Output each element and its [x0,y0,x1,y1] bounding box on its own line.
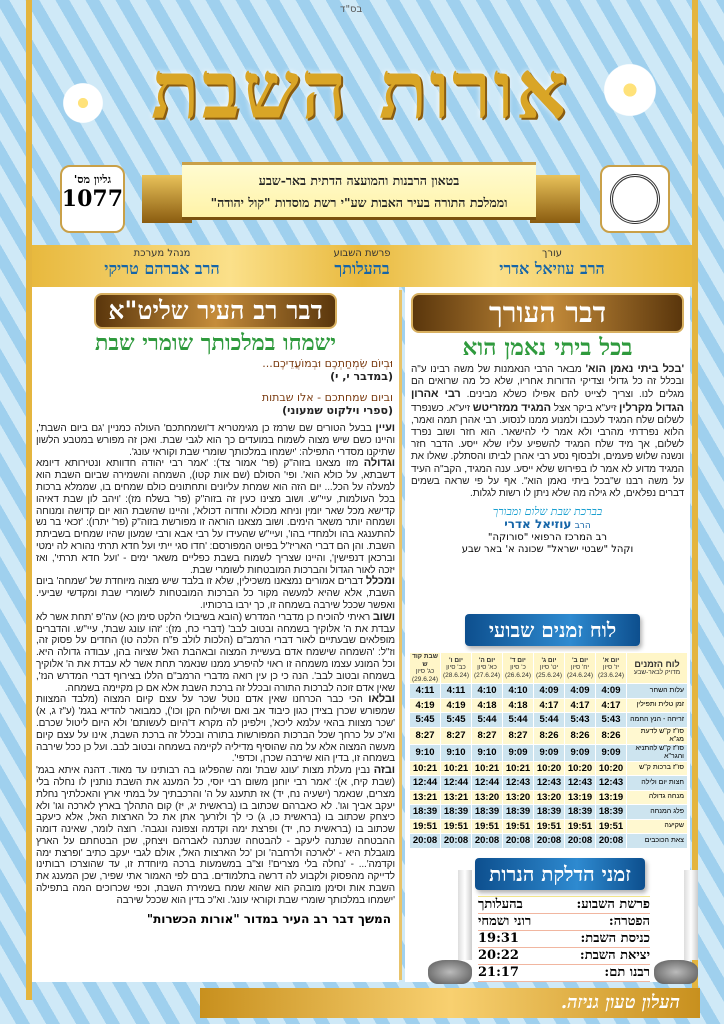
sign-line: וקהל "שבטי ישראל" שכונה א' באר שבע [461,544,634,556]
paragraph-text: דברים אמורים נמצאנו משכילין, שלא זו בלבד שיש מצוה מיוחדת של 'שמחה' ביום השבת, אלא שהיא למעשה מקור כל הברכות המובטחות לשומרי שבת ומקדשי שביעי. ואפשר שככל שירבה בשמחה זו, כך ירבו ברכותיו. [36,576,395,611]
staff-manager [72,248,252,279]
zman-time: 4:11 [441,684,472,699]
greg-date: (26.6.24) [504,671,532,679]
candle-value: בהעלותך [478,897,564,914]
editor-signature [405,506,690,556]
candle-row [478,948,650,965]
zman-time: 12:43 [534,776,565,791]
times-row [410,727,688,744]
zman-time: 19:51 [534,819,565,834]
zman-time: 10:20 [596,761,627,776]
zman-time: 9:09 [534,744,565,761]
greg-date: (25.6.24) [535,671,563,679]
zman-time: 20:08 [596,834,627,849]
hebrew-date: כא' סיון [477,664,497,672]
zman-label: זריחה - הנץ החמה [627,713,688,728]
zman-label: פלג המנחה [627,805,688,820]
zman-time: 13:19 [565,790,596,805]
zman-time: 4:09 [565,684,596,699]
zman-time: 12:44 [410,776,441,791]
zman-time: 8:27 [441,727,472,744]
issue-number-box [60,165,125,233]
verse: וּבְיוֹם שִׂמְחַתְכֶם וּבְמוֹעֲדֵיכֶם... [262,357,393,370]
zman-time: 10:21 [441,761,472,776]
times-row [410,819,688,834]
zman-time: 9:09 [565,744,596,761]
zman-time: 10:21 [472,761,503,776]
zman-time: 20:08 [565,834,596,849]
column-divider [399,290,402,980]
zman-time: 8:27 [410,727,441,744]
publisher-banner [182,162,536,220]
lead-word: ומכלל [365,575,395,588]
zman-time: 20:08 [410,834,441,849]
zman-label: זמן טלית ותפילין [627,698,688,713]
paragraph-text: ראיתי להוכיח כן מדברי המדרש (הובא בשיבולי הלקט סימן כא) עה"פ 'תחת אשר לא עבדת את ה' אלוקיך בשמחה ובטוב לבב' (דברי כח, מז): 'זהו עונג שבת', עיי"ש. והדברים מופלאים שבעתיים לאור דברי הרמב"ם (הלכות לולב פ"ח הלכה טו) החדים על פסוק זה, וז"ל: 'השמחה שישמח אדם בעשיית המצוה ובאהבת האל שציוה בהן, עבודה גדולה היא. וכל המונע עצמו משמחה זו ראוי להיפרע ממנו שנאמר תחת אשר לא עבדת את ה' אלוקיך בשמחה ובטוב לבב'. הנה כי כן עין רואה מדברי הרמב"ם הללו בצירוף דברי המדרש הנז', שאין אדם זוכה לברכות התורה ובכלל זה ברכת השבת אלא אם כן מקיימה בשמחה. [36,611,395,694]
text: מבאר הרבי הנאמנות של משה רבינו ע"ה ובכלל זה כל גדולי וצדיקי הדורות אחריו, שלא כל מה שרואים הם מגלים לנו. וצריך לצייט להם אפילו כשלא מבינים. [411,364,684,401]
institution-logo [600,165,670,233]
rav-column [32,287,399,982]
banner-line: וממלכת התורה בעיר האבות שע"י רשת מוסדות "קול יהודה" [210,195,508,210]
sign-prefix: הרב [574,521,591,532]
quote-source: (ספרי וילקוט שמעוני) [282,404,393,417]
ribbon-end [530,175,580,223]
candle-value: רוני ושמחי [478,914,564,931]
staff-parasha [272,248,452,279]
zman-time: 19:51 [596,819,627,834]
rav-paragraph [36,576,395,611]
lead-word: וגדולה [363,457,395,470]
zman-time: 12:43 [503,776,534,791]
zman-time: 9:10 [410,744,441,761]
lead-word: ושוב [372,610,395,623]
zman-time: 18:39 [441,805,472,820]
rav-body [32,417,399,907]
hebrew-date: יט' סיון [539,664,559,672]
times-row [410,805,688,820]
greg-date: (28.6.24) [442,671,470,679]
zman-time: 9:09 [503,744,534,761]
greg-date: (29.6.24) [411,675,439,683]
zman-label: עלות השחר [627,684,688,699]
zman-time: 18:39 [472,805,503,820]
day-name: יום ה' [478,656,496,664]
staff-role: פרשת השבוע [333,248,391,259]
continued-note: המשך דבר רב העיר במדור "אורות הכשרות" [146,911,391,926]
staff-name: הרב אברהם טריקי [104,259,220,278]
editor-title: בכל ביתי נאמן הוא [462,334,633,361]
zman-time: 19:51 [410,819,441,834]
day-name: יום ג' [541,656,557,664]
staff-role: מנהל מערכת [133,248,191,259]
rav-paragraph [36,612,395,695]
zman-time: 9:10 [472,744,503,761]
sign-name: עוזיאל אדרי [504,517,572,532]
zman-time: 18:39 [503,805,534,820]
zman-time: 20:08 [472,834,503,849]
zman-time: 10:20 [534,761,565,776]
zman-time: 10:20 [565,761,596,776]
times-table [409,652,688,849]
greg-date: (24.6.24) [566,671,594,679]
rav-header: דבר רב העיר שליט"א [94,293,337,329]
candle-value: 21:17 [478,965,564,982]
times-row [410,761,688,776]
zman-time: 18:39 [534,805,565,820]
zman-time: 5:45 [410,713,441,728]
lead-word: ובזה [373,764,395,777]
zman-time: 4:17 [565,698,596,713]
paragraph-text: הכי כבר הכרחנו שאין אדם נוטל שכר על עצם קיום המצוה (מלבד המצוות שמפורש שכרן בצידן כגון כיבוד אב ואם ושילוח הקן וכו'), כמבואר להדיא בגמ' (ע"ז ג, א) 'שכר מצוות בהאי עלמא ליכא', וילפינן לה מקרא ד'היום לעשותם' ולא היום ליטול שכרם. וא"כ על כרחך שכל הברכות המפורשות בתורה ובכלל זה ברכת השבת, אינו על עצם קיום מעשה המצוה אלא על מה שהוסיף מדיליה לקיימה בשמחה ובטוב לבב. ועל כן ככל שירבה בשמחה זו, בדין הוא שירבה שכרן, וכדפי'. [36,694,395,765]
zman-time: 13:20 [472,790,503,805]
zman-time: 8:27 [472,727,503,744]
staff-editor [462,248,642,279]
zman-time: 9:10 [441,744,472,761]
zman-time: 4:18 [472,698,503,713]
day-header [472,653,503,684]
day-name: יום א' [602,656,620,664]
times-row [410,698,688,713]
banner-line: בטאון הרבנות והמועצה הדתית באר-שבע [258,173,460,188]
issue-number: 1077 [61,186,123,212]
bold-text: רבי אהרון הגדול מקרלין [411,388,684,414]
rav-paragraph [36,458,395,576]
zman-time: 8:26 [565,727,596,744]
zman-time: 8:27 [503,727,534,744]
rav-paragraph [36,423,395,458]
zman-time: 20:08 [503,834,534,849]
quote: וביום שמחתכם - אלו שבתות [261,391,393,404]
zman-time: 5:44 [503,713,534,728]
zman-time: 18:39 [565,805,596,820]
zman-label: סו"ז ברכות ק"ש [627,761,688,776]
times-row [410,834,688,849]
corner-cell [627,653,688,684]
sign-line: רב המרכז הרפואי "סורוקה" [487,532,608,544]
zman-time: 20:08 [534,834,565,849]
bsd-mark: בס"ד [340,4,363,15]
zman-time: 5:45 [441,713,472,728]
text: זיע"א. כשנפרד לשלום שלח המגיד לעכבו ולמנוע ממנו לנסוע. רבי אהרן תמה ואמר, הלוא נפרדתי מהרבי ולא אמר לי להישאר. הוא חזר ושוב נפרד לשלום, אך מיד שלח המגיד להשפיע עליו שלא ייסע. הדבר חזר ונשנה שלוש פעמים, ולבסוף נסע רבי אהרן לביתו והסתלק. שאלו את המגיד מדוע לא אמר לו בפירוש שלא ייסע. ענה המגיד, הקב"ה העיד על משה רבנו ש"בכל ביתי נאמן הוא". אף על פי שראה בשמים דברים נפלאים, לא גילה מה שלא ניתן לו רשות לגלות. [411,402,684,500]
verse-source: (במדבר י, י) [330,370,393,383]
zman-time: 5:44 [472,713,503,728]
lead-word: ובלאו [368,693,395,706]
editor-column [405,287,690,556]
zman-time: 18:39 [410,805,441,820]
greg-date: (27.6.24) [473,671,501,679]
zman-time: 19:51 [441,819,472,834]
zman-time: 4:10 [472,684,503,699]
zman-time: 20:08 [441,834,472,849]
zman-time: 5:43 [565,713,596,728]
candle-icon [428,870,472,984]
day-name: יום ו' [449,656,463,664]
zman-time: 19:51 [565,819,596,834]
issue-label: גליון מס' [73,173,112,186]
greg-date: (23.6.24) [597,671,625,679]
zman-time: 9:09 [596,744,627,761]
zman-time: 12:44 [472,776,503,791]
paragraph-text: מזו מצאנו בזוה"ק (פר' אמור צד): 'אמר רבי יהודה חדוותא ונטירותא דיומא דשבתא, על כולא הוא'. ופי' הסולם (שם אות קטו), השמחה והשמירה שביום השבת הוא למעלה על הכל... יום הזה הוא שמחת עליונים ותחתונים כולם שמחים בו, שממלא ברכות בכל העולמות, עיי"ש. ושוב מצינו כעין זה בזוה"ק (פר' בשלח מז): 'ויהב לון שבת דאיהו קדישא מכל שאר יומין וניחא מכולא וחדוה דכולא', והיינו שהשבת הוא יום קדושה ומנוחה ושמחה יותר משאר הימים. ושוב מצאנו הוראה זו מפורשת בזוה"ק (פר' יתרו): 'זכאי בר נש להתענגא בהו ולמחדי בהו', ועיי"ש שהעידו על רבי אבא ורבי שמעון שהיו שמחים בשביתת השבת. והן הם דברי האריז"ל בפיוט המפורסם: 'חדו סגי ייתי ועל חדא תרתי נהורא לה ימטי וברכאן דנפישין', והיינו שצריך לשמוח בשבת כפליים משאר ימים - 'ועל חדא תרתי', ואז יזכה לאור הגדול והברכות המובטחות לשומרי שבת. [36,458,395,576]
footer-notice: העלון טעון גניזה. [200,988,700,1018]
zman-time: 4:19 [410,698,441,713]
rav-paragraph [36,694,395,765]
bold-text: 'בכל ביתי נאמן הוא' [585,363,684,375]
candle-value: 19:31 [478,931,564,948]
zman-time: 13:21 [441,790,472,805]
hebrew-date: כג' סיון [415,668,435,675]
greeting: בברכת שבת שלום ומבורך [492,505,603,519]
zman-time: 4:17 [534,698,565,713]
candle-row [478,965,650,982]
zman-time: 4:11 [410,684,441,699]
candles-table [478,896,650,982]
bold-text: המגיד ממזריטש [472,401,552,414]
zman-time: 8:26 [534,727,565,744]
zman-time: 4:19 [441,698,472,713]
times-row [410,776,688,791]
candle-row [478,931,650,948]
staff-bar [32,245,692,287]
day-name: יום ב' [571,656,589,664]
day-header [596,653,627,684]
rav-title: ישמחו במלכותך שומרי שבת [95,330,336,356]
zman-time: 12:43 [596,776,627,791]
editor-header: דבר העורך [411,293,684,333]
candles-header: זמני הדלקת הנרות [475,858,645,890]
rav-paragraph [36,765,395,907]
hebrew-date: יח' סיון [570,664,590,672]
newsletter-title: אורות השבת [150,43,570,137]
zman-time: 12:43 [565,776,596,791]
zman-time: 19:51 [472,819,503,834]
corner-sub: מדויק לבאר-שבע [633,669,681,677]
zman-time: 10:21 [410,761,441,776]
zman-label: סו"ז ק"ש להתניא והגר"א [627,744,688,761]
day-header [534,653,565,684]
day-header [565,653,596,684]
zman-label: צאת הכוכבים [627,834,688,849]
zman-time: 5:43 [596,713,627,728]
zman-time: 18:39 [596,805,627,820]
staff-role: עורך [542,248,562,259]
paragraph-text: בבעל הטורים שם שרמז כן מגימטריא ד'ושמחתכם' העולה כמניין 'גם ביום השבת', והיינו כשם שיש מצוה לשמוח במועדים כך הוא לגבי שבת. ואכן זה מפורש במטבע הלשון שתיקנו מסדרי התפילה: 'ישמחו במלכותך שומרי שבת וקוראי עונג'. [36,423,395,458]
candle-value: 20:22 [478,948,564,965]
times-row [410,713,688,728]
lead-word: ועיין [375,422,395,434]
candle-row [478,914,650,931]
candle-icon [654,870,698,984]
zman-time: 5:44 [534,713,565,728]
hebrew-date: כב' סיון [446,664,466,672]
zman-time: 4:18 [503,698,534,713]
editor-body [405,363,690,500]
day-header [503,653,534,684]
zman-time: 10:21 [503,761,534,776]
zman-time: 13:19 [596,790,627,805]
zman-time: 13:20 [534,790,565,805]
day-name: שבת קודש [412,653,438,668]
hebrew-date: יז' סיון [602,664,620,672]
zman-time: 13:20 [503,790,534,805]
candle-label: הפטרה: [564,914,650,931]
times-row [410,744,688,761]
candle-label: יציאת השבת: [564,948,650,965]
times-row [410,684,688,699]
times-row [410,790,688,805]
zman-time: 8:26 [596,727,627,744]
zman-label: שקיעה [627,819,688,834]
zman-time: 4:09 [596,684,627,699]
zman-time: 19:51 [503,819,534,834]
day-name: יום ד' [510,656,526,664]
day-header [441,653,472,684]
text: זיע"א ביקר אצל [551,402,620,414]
zman-time: 4:09 [534,684,565,699]
candle-label: כניסת השבת: [564,931,650,948]
paragraph-text: נבין מעלת מצות 'עונג שבת' ומה שהפליגו בה רבותינו עד מאוד. דהנה איתא בגמ' (שבת קיח, א): 'אמר רבי יוחנן משום רבי יוסי, כל המענג את השבת נותנין לו נחלה בלי מצרים, שנאמר (ישעיה נח, יד) אז תתענג על ה' והרכבתיך על במתי ארץ והאכלתיך נחלת יעקב אביך וגו'. לא כאברהם שכתוב בו (בראשית יג, יז) קום התהלך בארץ לארכה וגו' ולא כיצחק שכתוב בו (בראשית כו, ג) כי לך ולזרעך אתן את כל הארצות האל, אלא כיעקב שכתוב בו (בראשית כח, יד) ופרצת ימה וקדמה וצפונה ונגבה'. רוצה לומר, שאינה דומה ההבטחה שנתנה ליעקב - להבטחה שנתנה לאברהם ויצחק, שכן הבטחתם על הארץ מוגבלת היא - 'לארכה ולרחבה' וכן 'כל הארצות האל', אולם לגבי יעקב כתיב 'ופרצת ימה וקדמה'... - 'נחלה בלי מצרים'! וצ"ב במשמעות ברכה מיוחדת זו, עד שהוצרכו רבותינו לדייקה מהפסוק ולקבוע לה דרשה בתלמודים. ברם לפי האמור אתי שפיר, שכן המענג את השבת אות וסימן מובהק הוא שהוא שמח בשמירת השבת, וכפי שכרוכים המה בתפילה 'ישמחו במלכותך שומרי שבת וקוראי עונג'. וא"כ בדין הוא שככל שירבה [36,765,395,906]
candle-label: רבנו תם: [564,965,650,982]
staff-name: הרב עוזיאל אדרי [499,259,605,278]
zman-time: 4:10 [503,684,534,699]
staff-name: בהעלותך [334,259,390,278]
times-header: לוח זמנים שבועי [465,614,640,646]
candle-row [478,897,650,914]
zman-time: 4:17 [596,698,627,713]
corner-title: לוח הזמנים [634,659,680,670]
zman-time: 12:44 [441,776,472,791]
zman-label: חצות יום ולילה [627,776,688,791]
zman-label: מנחה גדולה [627,790,688,805]
day-header [410,653,441,684]
zman-time: 13:21 [410,790,441,805]
hebrew-date: כ' סיון [510,664,526,672]
zman-label: סו"ז ק"ש לדעת מג"א [627,727,688,744]
candle-label: פרשת השבוע: [564,897,650,914]
